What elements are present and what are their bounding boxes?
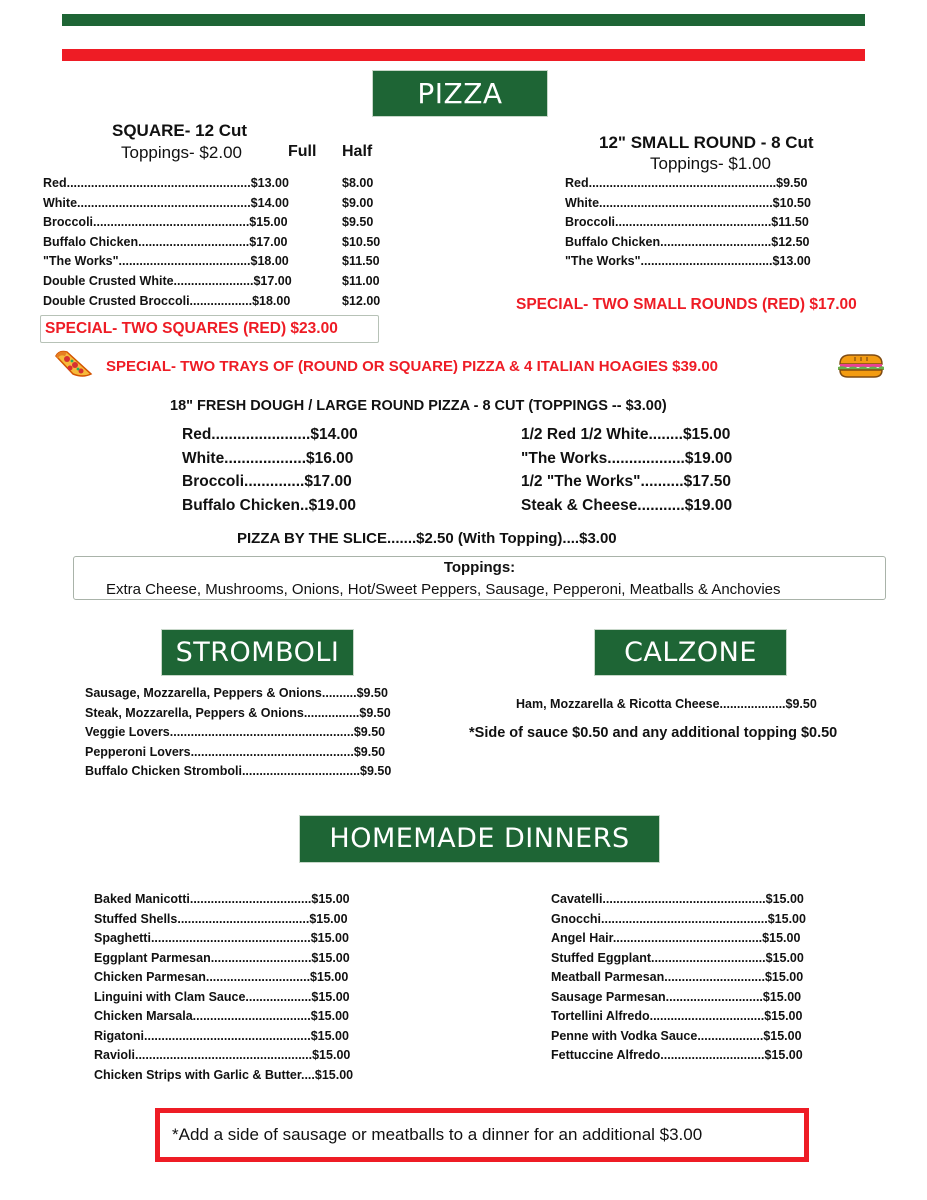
pizza-square-items-row (43, 215, 374, 230)
dinners-left_items-row (94, 1029, 349, 1043)
square-heading: SQUARE- 12 Cut (112, 121, 248, 140)
item-name: Fettuccine Alfredo.............................. (551, 1048, 765, 1062)
stromboli-items-row (85, 706, 391, 720)
small-round-special: SPECIAL- TWO SMALL ROUNDS (RED) $17.00 (516, 296, 857, 313)
pizza-large_round-left_items-row (182, 497, 356, 515)
item-name: Penne with Vodka Sauce................... (551, 1028, 764, 1043)
item-price: $12.50 (771, 234, 810, 249)
item-name: Chicken Marsala.................................. (94, 1009, 311, 1023)
item-name: Red....................... (182, 426, 311, 443)
item-price: $11.50 (771, 215, 809, 230)
item-name: Cavatelli............................................... (551, 892, 766, 906)
toppings-list: Extra Cheese, Mushrooms, Onions, Hot/Sweet Peppers, Sausage, Pepperoni, Meatballs & Anchovies (106, 581, 781, 598)
item-name: Chicken Strips with Garlic & Butter.... (94, 1067, 315, 1082)
item-name: White.................................................. (43, 195, 251, 210)
dinners-left_items-row (94, 912, 348, 926)
stromboli-items-row (85, 745, 385, 759)
item-price: $15.00 (767, 911, 806, 926)
dinners-left_items-row (94, 990, 350, 1004)
item-half-price: $10.50 (342, 234, 381, 249)
trays-special: SPECIAL- TWO TRAYS OF (ROUND OR SQUARE) PIZZA & 4 ITALIAN HOAGIES $39.00 (106, 358, 719, 375)
item-price: $9.50 (776, 176, 808, 190)
item-price: $15.00 (764, 1009, 803, 1023)
item-name: "The Works"...................................... (565, 254, 773, 269)
item-name: "The Works"...................................... (43, 254, 251, 269)
item-name: Chicken Parmesan.............................. (94, 970, 311, 984)
calzone-item-name: Ham, Mozzarella & Ricotta Cheese................... (516, 697, 786, 711)
pizza-square-items-row (43, 274, 380, 288)
item-price: $9.50 (353, 744, 386, 759)
item-price: $15.00 (309, 911, 348, 926)
item-name: Stuffed Eggplant................................. (551, 950, 766, 965)
pizza-large_round-right_items-row (521, 497, 732, 515)
item-price: $15.00 (310, 931, 349, 945)
calzone-title: CALZONE (624, 637, 757, 668)
dinners-left_items-row (94, 1009, 349, 1023)
pizza-small_round-items-row (565, 196, 811, 210)
item-price: $15.00 (764, 1048, 803, 1062)
dinners-left_items-row (94, 951, 350, 965)
item-price: $19.00 (308, 497, 357, 515)
item-price: $16.00 (306, 449, 354, 467)
pizza-small_round-items-row (565, 254, 811, 268)
dinners-right_items-row (551, 951, 804, 965)
stromboli-items-row (85, 686, 388, 700)
item-name: 1/2 "The Works".......... (521, 473, 684, 491)
item-price: $18.00 (250, 254, 289, 269)
dinners-left_items-row (94, 1048, 350, 1062)
item-name: Meatball Parmesan............................. (551, 970, 765, 984)
item-name: Ravioli................................................... (94, 1048, 313, 1062)
dinners-right_items-row (551, 990, 801, 1004)
item-name: Double Crusted White....................... (43, 274, 254, 288)
green-stripe (62, 14, 865, 26)
stromboli-banner (162, 630, 353, 675)
dinners-left_items-row (94, 970, 348, 984)
pizza-square-items-row (43, 176, 374, 190)
large-round-heading: 18" FRESH DOUGH / LARGE ROUND PIZZA - 8 CUT (TOPPINGS -- $3.00) (170, 398, 667, 414)
dinners-banner (300, 816, 659, 862)
pizza-large_round-left_items-row (182, 450, 353, 468)
item-price: $9.50 (356, 686, 388, 700)
item-name: Broccoli............................................. (565, 215, 772, 230)
pizza-large_round-left_items-row (182, 426, 358, 444)
square-col-half: Half (342, 143, 373, 160)
item-name: White................... (182, 449, 307, 467)
item-price: $19.00 (684, 497, 733, 515)
item-name: White.................................................. (565, 195, 773, 210)
small-round-toppings: Toppings- $1.00 (650, 154, 771, 173)
dinners-left_items-row (94, 931, 349, 945)
item-price: $15.00 (249, 215, 288, 230)
pizza-large_round-left_items-row (182, 473, 352, 491)
item-price: $15.00 (682, 426, 731, 443)
stromboli-items-row (85, 725, 385, 739)
toppings-title: Toppings: (443, 559, 516, 576)
item-name: Stuffed Shells...................................... (94, 911, 310, 926)
item-price: $13.00 (250, 176, 289, 190)
item-name: Spaghetti.............................................. (94, 931, 311, 945)
item-price: $19.00 (684, 449, 733, 467)
pizza-square-items-row (43, 195, 374, 210)
item-price: $17.00 (249, 234, 288, 249)
small-round-heading: 12" SMALL ROUND - 8 Cut (599, 133, 814, 152)
dinners-note-box (155, 1108, 809, 1162)
item-price: $15.00 (314, 1067, 354, 1082)
square-col-full: Full (288, 143, 317, 160)
item-name: Sausage Parmesan............................ (551, 989, 763, 1004)
item-name: Rigatoni................................................ (94, 1028, 311, 1043)
item-half-price: $11.50 (342, 254, 380, 269)
item-price: $9.50 (359, 705, 391, 720)
pizza-small_round-items-row (565, 176, 807, 190)
pizza-title: PIZZA (417, 77, 503, 110)
pizza-small_round-items-row (565, 235, 810, 249)
dinners-right_items-row (551, 912, 806, 926)
item-name: Veggie Lovers..................................................... (85, 725, 354, 739)
pizza-slice-icon (53, 348, 93, 380)
item-name: "The Works.................. (521, 449, 685, 467)
square-special: SPECIAL- TWO SQUARES (RED) $23.00 (45, 320, 338, 337)
square-toppings: Toppings- $2.00 (121, 143, 242, 162)
stromboli-title: STROMBOLI (175, 637, 340, 668)
item-price: $15.00 (765, 892, 804, 906)
hoagie-sandwich-icon (836, 352, 886, 380)
square-special-box (40, 315, 379, 343)
red-stripe (62, 49, 865, 61)
item-price: $15.00 (762, 989, 802, 1004)
dinners-right_items-row (551, 892, 804, 906)
item-name: Gnocchi................................................ (551, 911, 768, 926)
item-name: Pepperoni Lovers............................................... (85, 744, 354, 759)
item-price: $15.00 (310, 1009, 349, 1023)
item-name: Linguini with Clam Sauce................... (94, 989, 312, 1004)
pizza-square-items-row (43, 293, 381, 308)
item-half-price: $8.00 (342, 176, 374, 190)
dinners-right_items-row (551, 1048, 803, 1062)
item-price: $14.00 (310, 426, 358, 443)
item-price: $15.00 (763, 1028, 802, 1043)
item-price: $17.00 (253, 274, 292, 288)
item-price: $15.00 (311, 950, 350, 965)
pizza-by-slice: PIZZA BY THE SLICE.......$2.50 (With Topping)....$3.00 (237, 530, 617, 547)
item-price: $18.00 (252, 293, 291, 308)
item-name: Red..................................................... (43, 176, 251, 190)
item-price: $15.00 (311, 989, 350, 1004)
item-price: $17.00 (304, 473, 352, 491)
item-name: 1/2 Red 1/2 White........ (521, 426, 683, 443)
pizza-small_round-items-row (565, 215, 809, 229)
item-price: $15.00 (312, 1048, 351, 1062)
item-price: $17.50 (683, 473, 731, 491)
item-name: Baked Manicotti................................... (94, 892, 312, 906)
pizza-large_round-right_items-row (521, 473, 731, 491)
dinners-title: HOMEMADE DINNERS (329, 823, 630, 854)
item-price: $15.00 (764, 970, 804, 984)
dinners-left_items-row (94, 892, 350, 906)
dinners-right_items-row (551, 1029, 802, 1043)
dinners-right_items-row (551, 1009, 802, 1023)
calzone-note: *Side of sauce $0.50 and any additional topping $0.50 (469, 725, 838, 741)
item-name: Broccoli............................................. (43, 215, 250, 230)
item-name: Buffalo Chicken................................ (43, 234, 250, 249)
item-price: $13.00 (772, 254, 811, 269)
item-name: Buffalo Chicken................................ (565, 234, 772, 249)
stromboli-items-row (85, 764, 391, 778)
pizza-square-items-row (43, 234, 381, 249)
item-price: $15.00 (311, 892, 350, 906)
item-price: $15.00 (765, 950, 804, 965)
item-name: Red...................................................... (565, 176, 777, 190)
item-name: Buffalo Chicken Stromboli.................................. (85, 764, 361, 778)
dinners-left_items-row (94, 1068, 353, 1082)
item-name: Buffalo Chicken.. (182, 497, 309, 515)
item-price: $15.00 (762, 931, 801, 945)
item-price: $14.00 (250, 195, 289, 210)
item-half-price: $9.00 (342, 195, 374, 210)
item-price: $10.50 (772, 195, 811, 210)
calzone-item (516, 697, 817, 711)
item-price: $9.50 (353, 725, 386, 739)
item-name: Broccoli.............. (182, 473, 305, 491)
calzone-banner (595, 630, 786, 675)
item-price: $15.00 (310, 1028, 349, 1043)
pizza-large_round-right_items-row (521, 450, 732, 468)
item-name: Angel Hair........................................... (551, 931, 763, 945)
item-half-price: $9.50 (342, 215, 374, 230)
toppings-box (73, 556, 886, 600)
item-price: $9.50 (360, 764, 392, 778)
dinners-right_items-row (551, 970, 803, 984)
pizza-banner (373, 71, 547, 116)
dinners-right_items-row (551, 931, 800, 945)
dinners-note: *Add a side of sausage or meatballs to a dinner for an additional $3.00 (172, 1125, 703, 1144)
pizza-large_round-right_items-row (521, 426, 730, 444)
calzone-item-price: $9.50 (785, 697, 817, 711)
item-name: Steak & Cheese........... (521, 497, 685, 515)
item-name: Eggplant Parmesan............................. (94, 950, 312, 965)
item-name: Tortellini Alfredo................................. (551, 1009, 765, 1023)
item-half-price: $12.00 (342, 293, 381, 308)
item-name: Double Crusted Broccoli.................. (43, 293, 253, 308)
item-name: Sausage, Mozzarella, Peppers & Onions.......... (85, 686, 357, 700)
pizza-square-items-row (43, 254, 380, 269)
item-half-price: $11.00 (342, 274, 380, 288)
item-name: Steak, Mozzarella, Peppers & Onions................ (85, 705, 360, 720)
item-price: $15.00 (310, 970, 349, 984)
